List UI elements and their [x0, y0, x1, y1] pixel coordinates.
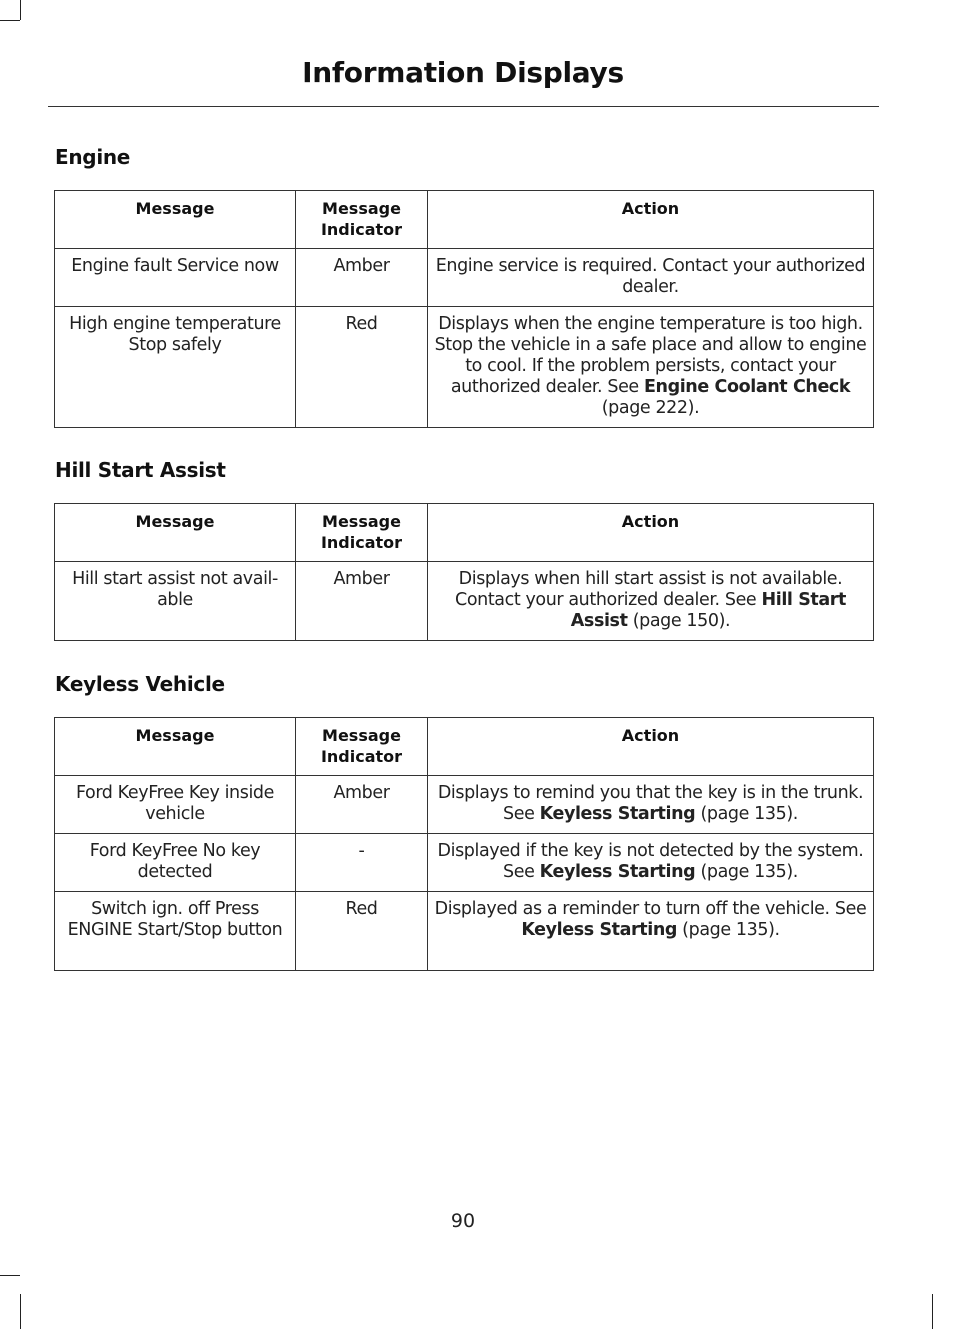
column-header-message-indicator: Message Indicator	[296, 718, 428, 776]
message-cell: Ford KeyFree Key inside vehicle	[55, 776, 296, 834]
indicator-cell: -	[296, 834, 428, 892]
cross-reference-link[interactable]: Keyless Starting	[521, 920, 678, 940]
table-row	[55, 307, 874, 428]
column-header-message: Message	[55, 191, 296, 249]
action-text: Displays when the engine temperature is too high. Stop the vehicle in a safe place and allow to engine to cool. If the problem persists, contact your authorized dealer. See	[434, 314, 867, 397]
column-header-message-indicator: Message Indicator	[296, 504, 428, 562]
action-cell	[428, 834, 874, 892]
crop-mark-bottom-right-vertical	[932, 1294, 933, 1329]
cross-reference-link[interactable]: Hill Start Assist	[570, 590, 846, 631]
column-header-action: Action	[428, 718, 874, 776]
section-heading-engine: Engine	[55, 145, 131, 169]
page-title: Information Displays	[302, 56, 624, 89]
crop-mark-bottom-left-horizontal	[0, 1275, 20, 1276]
action-text: Displays when hill start assist is not available. Contact your authorized dealer. See	[455, 569, 843, 610]
column-header-message-indicator: Message Indicator	[296, 191, 428, 249]
cross-reference-link[interactable]: Keyless Starting	[539, 862, 696, 882]
indicator-cell: Amber	[296, 249, 428, 307]
title-divider	[48, 106, 879, 107]
column-header-message: Message	[55, 504, 296, 562]
table-row	[55, 892, 874, 971]
action-cell	[428, 562, 874, 641]
crop-mark-bottom-left-vertical	[20, 1294, 21, 1329]
column-header-action: Action	[428, 191, 874, 249]
cross-reference-link[interactable]: Keyless Starting	[539, 804, 696, 824]
message-cell: Switch ign. off Press ENGINE Start/Stop button	[55, 892, 296, 971]
page-reference: (page 135).	[695, 804, 798, 824]
page-reference: (page 150).	[627, 611, 731, 631]
table-row	[55, 776, 874, 834]
table-row	[55, 562, 874, 641]
indicator-cell: Red	[296, 892, 428, 971]
indicator-cell: Amber	[296, 776, 428, 834]
table-row	[55, 249, 874, 307]
message-cell: Hill start assist not avail-able	[55, 562, 296, 641]
page-number: 90	[450, 1210, 476, 1232]
table-row	[55, 834, 874, 892]
crop-mark-top-left-vertical	[20, 0, 21, 20]
page-reference: (page 135).	[677, 920, 780, 940]
column-header-message: Message	[55, 718, 296, 776]
section-heading-keyless-vehicle: Keyless Vehicle	[55, 672, 225, 696]
action-text: Displayed if the key is not detected by the system. See	[437, 841, 864, 882]
action-text: Displays to remind you that the key is in the trunk. See	[437, 783, 864, 824]
indicator-cell: Red	[296, 307, 428, 428]
table-header-row	[55, 191, 874, 249]
cross-reference-link[interactable]: Engine Coolant Check	[643, 377, 851, 397]
column-header-action: Action	[428, 504, 874, 562]
action-cell	[428, 892, 874, 971]
section-heading-hill-start-assist: Hill Start Assist	[55, 458, 226, 482]
action-cell: Engine service is required. Contact your authorized dealer.	[428, 249, 874, 307]
message-cell: Engine fault Service now	[55, 249, 296, 307]
indicator-cell: Amber	[296, 562, 428, 641]
hill-start-assist-message-table	[54, 503, 874, 641]
table-header-row	[55, 504, 874, 562]
page-reference: (page 135).	[695, 862, 798, 882]
message-cell: Ford KeyFree No key detected	[55, 834, 296, 892]
table-header-row	[55, 718, 874, 776]
crop-mark-top-left-horizontal	[0, 20, 20, 21]
message-cell: High engine temperature Stop safely	[55, 307, 296, 428]
action-cell	[428, 307, 874, 428]
action-text: Displayed as a reminder to turn off the vehicle. See	[434, 899, 867, 919]
keyless-vehicle-message-table	[54, 717, 874, 971]
action-cell	[428, 776, 874, 834]
engine-message-table	[54, 190, 874, 428]
page-reference: (page 222).	[601, 398, 700, 418]
